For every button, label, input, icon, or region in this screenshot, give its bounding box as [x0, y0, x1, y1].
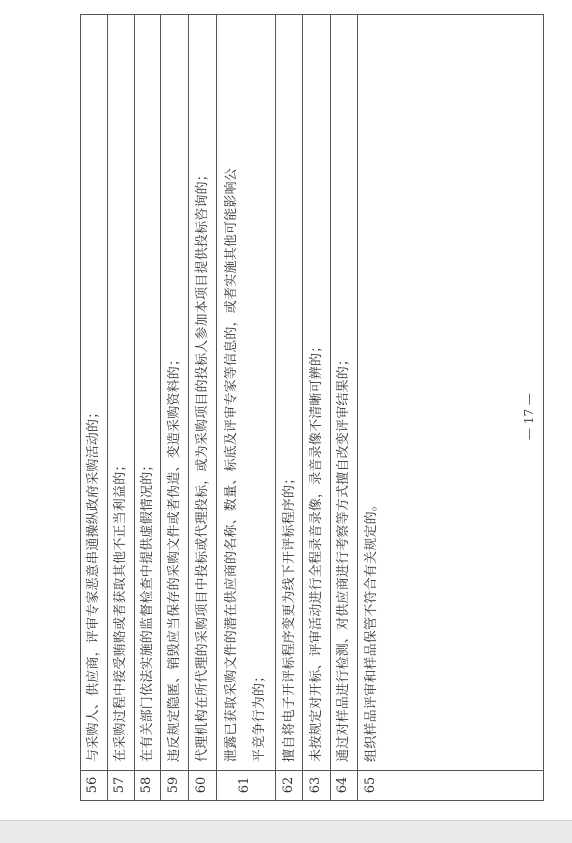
row-number: 65	[363, 776, 378, 794]
row-number: 61	[237, 776, 252, 794]
row-number: 62	[281, 776, 296, 794]
row-number: 59	[166, 776, 181, 794]
row-number: 64	[335, 776, 350, 794]
page-number: — 17 —	[522, 393, 536, 440]
row-text: 未按规定对开标、评审活动进行全程录音录像，录音录像不清晰可辨的；	[309, 339, 324, 762]
row-text: 泄露已获取采购文件的潜在供应商的名称、数量、标底及评审专家等信息的，或者实施其他可能影响公	[224, 167, 239, 762]
row-text: 在采购过程中接受贿赂或者获取其他不正当利益的；	[113, 458, 128, 762]
row-text: 在有关部门依法实施的监督检查中提供虚假情况的；	[140, 458, 155, 762]
row-separator	[160, 14, 161, 801]
row-text-continued: 平竞争行为的；	[252, 669, 267, 762]
scan-bottom-edge	[0, 820, 572, 843]
row-number: 60	[194, 776, 209, 794]
row-text: 违反规定隐匿、销毁应当保存的采购文件或者伪造、变造采购资料的；	[167, 352, 182, 762]
row-separator	[330, 14, 331, 801]
row-separator	[107, 14, 108, 801]
row-number: 58	[139, 776, 154, 794]
row-text: 与采购人、供应商，评审专家恶意串通操纵政府采购活动的；	[86, 405, 101, 762]
row-text: 通过对样品进行检测、对供应商进行考察等方式擅自改变评审结果的；	[336, 352, 351, 762]
row-number: 56	[85, 776, 100, 794]
table-border-right	[543, 14, 544, 801]
row-separator	[188, 14, 189, 801]
row-separator	[216, 14, 217, 801]
row-text: 擅自将电子开评标程序变更为线下开评标程序的；	[282, 471, 297, 762]
table-border-top	[80, 14, 544, 15]
row-text: 组织样品评审和样品保管不符合有关规定的。	[364, 497, 379, 762]
row-separator	[275, 14, 276, 801]
row-separator	[357, 14, 358, 801]
row-text: 代理机构在所代理的采购项目中投标或代理投标，或为采购项目的投标人参加本项目提供投标咨询的；	[195, 167, 210, 762]
row-number: 57	[112, 776, 127, 794]
table-border-bottom	[80, 800, 544, 801]
number-column-separator	[80, 770, 544, 771]
row-separator	[134, 14, 135, 801]
row-number: 63	[308, 776, 323, 794]
row-separator	[302, 14, 303, 801]
table-border-left	[80, 14, 81, 801]
